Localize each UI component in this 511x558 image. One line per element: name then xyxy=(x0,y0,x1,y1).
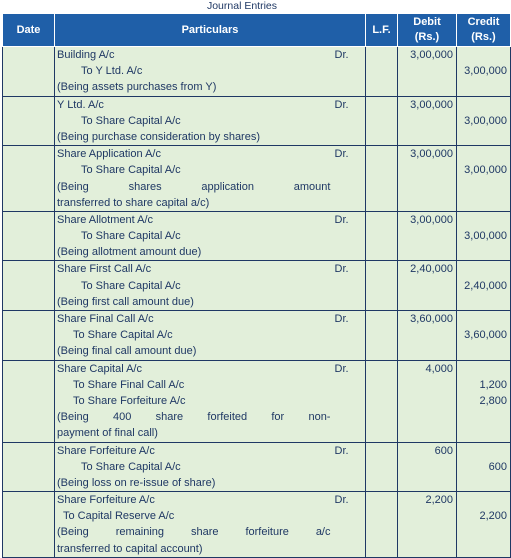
credit-amount xyxy=(457,97,510,113)
lf-cell xyxy=(366,47,398,97)
particulars-line: To Share Capital A/c xyxy=(81,230,181,243)
particulars-cell xyxy=(55,360,335,442)
particulars-line: (Being remaining share forfeiture a/c xyxy=(57,526,331,539)
date-cell xyxy=(3,311,55,361)
credit-amount: 2,40,000 xyxy=(464,279,507,292)
particulars-line: To Share Capital A/c xyxy=(81,114,181,127)
date-cell xyxy=(3,47,55,97)
dr-label: Dr. xyxy=(334,494,349,507)
debit-amount: 3,00,000 xyxy=(410,49,453,61)
lf-cell xyxy=(366,492,398,558)
debit-amount xyxy=(398,79,456,95)
debit-amount xyxy=(398,343,456,359)
particulars-cell xyxy=(55,146,335,212)
dr-cell xyxy=(335,211,366,261)
dr-label: Dr. xyxy=(334,362,349,375)
credit-amount: 3,00,000 xyxy=(464,164,507,177)
particulars-line: To Share Capital A/c xyxy=(81,460,181,473)
lf-cell xyxy=(366,311,398,361)
credit-amount xyxy=(457,443,510,459)
debit-amount xyxy=(398,475,456,491)
credit-amount: 600 xyxy=(488,460,507,473)
credit-amount xyxy=(457,146,510,162)
date-cell xyxy=(3,442,55,492)
debit-amount xyxy=(398,129,456,145)
credit-cell xyxy=(457,311,511,361)
journal-entry-row xyxy=(3,261,511,311)
debit-amount xyxy=(398,508,456,524)
header-date: Date xyxy=(3,14,55,47)
header-credit: Credit (Rs.) xyxy=(457,14,511,47)
dr-label: Dr. xyxy=(334,313,349,325)
dr-cell xyxy=(335,311,366,361)
dr-label: Dr. xyxy=(334,98,349,111)
debit-amount xyxy=(398,278,456,294)
debit-amount: 3,00,000 xyxy=(410,213,453,226)
date-cell xyxy=(3,261,55,311)
credit-amount xyxy=(457,492,510,508)
credit-amount: 2,800 xyxy=(479,394,507,407)
debit-amount: 3,00,000 xyxy=(410,98,453,111)
credit-cell xyxy=(457,360,511,442)
particulars-line: (Being loss on re-issue of share) xyxy=(57,476,216,489)
dr-label: Dr. xyxy=(334,49,349,61)
particulars-line: To Share Forfeiture A/c xyxy=(73,394,186,407)
credit-amount xyxy=(457,261,510,277)
journal-entry-row xyxy=(3,146,511,212)
date-cell xyxy=(3,146,55,212)
header-row xyxy=(3,14,511,47)
header-particulars-label: Particulars xyxy=(181,23,239,36)
particulars-line: payment of final call) xyxy=(57,427,158,440)
debit-cell xyxy=(398,442,457,492)
credit-amount xyxy=(457,212,510,228)
particulars-line: Share First Call A/c xyxy=(57,263,152,276)
particulars-cell xyxy=(55,442,335,492)
credit-amount xyxy=(457,475,510,491)
particulars-line: To Y Ltd. A/c xyxy=(81,65,143,78)
dr-cell xyxy=(335,47,366,97)
particulars-line: transferred to share capital a/c) xyxy=(57,196,210,209)
particulars-line: Y Ltd. A/c xyxy=(57,98,104,111)
credit-amount xyxy=(457,343,510,359)
page-title: Journal Entries xyxy=(206,0,278,12)
particulars-line: (Being 400 share forfeited for non- xyxy=(57,411,331,424)
debit-amount: 3,60,000 xyxy=(410,313,453,325)
particulars-line: To Share Capital A/c xyxy=(81,279,181,292)
particulars-cell xyxy=(55,211,335,261)
date-cell xyxy=(3,211,55,261)
date-cell xyxy=(3,492,55,558)
credit-amount xyxy=(457,79,510,95)
particulars-cell xyxy=(55,47,335,97)
particulars-line: Share Allotment A/c xyxy=(57,213,153,226)
credit-cell xyxy=(457,146,511,212)
dr-cell xyxy=(335,360,366,442)
debit-amount xyxy=(398,393,456,409)
credit-amount: 3,00,000 xyxy=(464,65,507,78)
particulars-line: Share Final Call A/c xyxy=(57,313,154,325)
debit-amount xyxy=(398,195,456,211)
debit-cell xyxy=(398,311,457,361)
credit-amount xyxy=(457,361,510,377)
particulars-line: (Being first call amount due) xyxy=(57,295,194,308)
particulars-line: Share Forfeiture A/c xyxy=(57,444,155,457)
debit-cell xyxy=(398,47,457,97)
credit-amount xyxy=(457,129,510,145)
header-lf: L.F. xyxy=(366,14,398,47)
particulars-cell xyxy=(55,492,335,558)
lf-cell xyxy=(366,442,398,492)
particulars-line: (Being final call amount due) xyxy=(57,345,197,358)
dr-cell xyxy=(335,261,366,311)
journal-entry-row xyxy=(3,492,511,558)
journal-entry-row xyxy=(3,47,511,97)
lf-cell xyxy=(366,261,398,311)
particulars-line: (Being assets purchases from Y) xyxy=(57,81,217,94)
journal-entry-row xyxy=(3,360,511,442)
credit-cell xyxy=(457,96,511,146)
particulars-cell xyxy=(55,311,335,361)
debit-cell xyxy=(398,261,457,311)
dr-label: Dr. xyxy=(334,263,349,276)
credit-amount xyxy=(457,244,510,260)
journal-table xyxy=(2,13,511,558)
credit-cell xyxy=(457,492,511,558)
particulars-line: To Share Final Call A/c xyxy=(73,378,185,391)
date-cell xyxy=(3,96,55,146)
header-particulars xyxy=(55,14,366,47)
credit-amount xyxy=(457,425,510,441)
particulars-line: Share Capital A/c xyxy=(57,362,142,375)
debit-amount xyxy=(398,162,456,178)
debit-amount xyxy=(398,113,456,129)
dr-cell xyxy=(335,146,366,212)
journal-entry-row xyxy=(3,442,511,492)
dr-label: Dr. xyxy=(334,444,349,457)
particulars-cell xyxy=(55,261,335,311)
credit-amount xyxy=(457,524,510,540)
credit-amount xyxy=(457,541,510,557)
particulars-line: (Being purchase consideration by shares) xyxy=(57,130,261,143)
credit-amount: 3,00,000 xyxy=(464,114,507,127)
debit-amount: 4,000 xyxy=(425,362,453,375)
debit-amount xyxy=(398,425,456,441)
dr-label: Dr. xyxy=(334,213,349,226)
debit-amount xyxy=(398,409,456,425)
credit-amount xyxy=(457,195,510,211)
debit-amount xyxy=(398,244,456,260)
debit-amount: 2,200 xyxy=(425,494,453,507)
credit-cell xyxy=(457,211,511,261)
credit-amount xyxy=(457,409,510,425)
date-cell xyxy=(3,360,55,442)
debit-amount xyxy=(398,459,456,475)
credit-amount xyxy=(457,179,510,195)
credit-amount: 2,200 xyxy=(479,510,507,523)
particulars-cell xyxy=(55,96,335,146)
credit-amount xyxy=(457,311,510,327)
particulars-line: (Being allotment amount due) xyxy=(57,246,202,259)
journal-entry-row xyxy=(3,96,511,146)
debit-amount xyxy=(398,228,456,244)
debit-amount xyxy=(398,63,456,79)
credit-cell xyxy=(457,442,511,492)
particulars-line: Building A/c xyxy=(57,49,115,61)
dr-cell xyxy=(335,96,366,146)
credit-amount: 3,60,000 xyxy=(464,329,507,342)
debit-amount xyxy=(398,294,456,310)
debit-amount xyxy=(398,179,456,195)
header-debit: Debit (Rs.) xyxy=(398,14,457,47)
credit-cell xyxy=(457,261,511,311)
particulars-line: (Being shares application amount xyxy=(57,180,331,193)
debit-amount: 3,00,000 xyxy=(410,148,453,161)
dr-label: Dr. xyxy=(334,148,349,161)
debit-amount xyxy=(398,524,456,540)
debit-amount: 600 xyxy=(434,444,453,457)
lf-cell xyxy=(366,360,398,442)
debit-amount xyxy=(398,327,456,343)
particulars-line: transferred to capital account) xyxy=(57,542,203,555)
lf-cell xyxy=(366,146,398,212)
dr-cell xyxy=(335,442,366,492)
credit-amount xyxy=(457,294,510,310)
debit-cell xyxy=(398,211,457,261)
lf-cell xyxy=(366,96,398,146)
debit-cell xyxy=(398,360,457,442)
debit-amount xyxy=(398,377,456,393)
debit-cell xyxy=(398,492,457,558)
particulars-line: To Share Capital A/c xyxy=(73,329,173,342)
lf-cell xyxy=(366,211,398,261)
debit-amount xyxy=(398,541,456,557)
debit-cell xyxy=(398,146,457,212)
credit-amount: 3,00,000 xyxy=(464,230,507,243)
credit-cell xyxy=(457,47,511,97)
credit-amount: 1,200 xyxy=(479,378,507,391)
dr-cell xyxy=(335,492,366,558)
particulars-line: Share Application A/c xyxy=(57,148,161,161)
debit-cell xyxy=(398,96,457,146)
credit-amount xyxy=(457,47,510,63)
journal-entry-row xyxy=(3,211,511,261)
particulars-line: Share Forfeiture A/c xyxy=(57,494,155,507)
debit-amount: 2,40,000 xyxy=(410,263,453,276)
journal-entry-row xyxy=(3,311,511,361)
particulars-line: To Capital Reserve A/c xyxy=(63,510,175,523)
particulars-line: To Share Capital A/c xyxy=(81,164,181,177)
